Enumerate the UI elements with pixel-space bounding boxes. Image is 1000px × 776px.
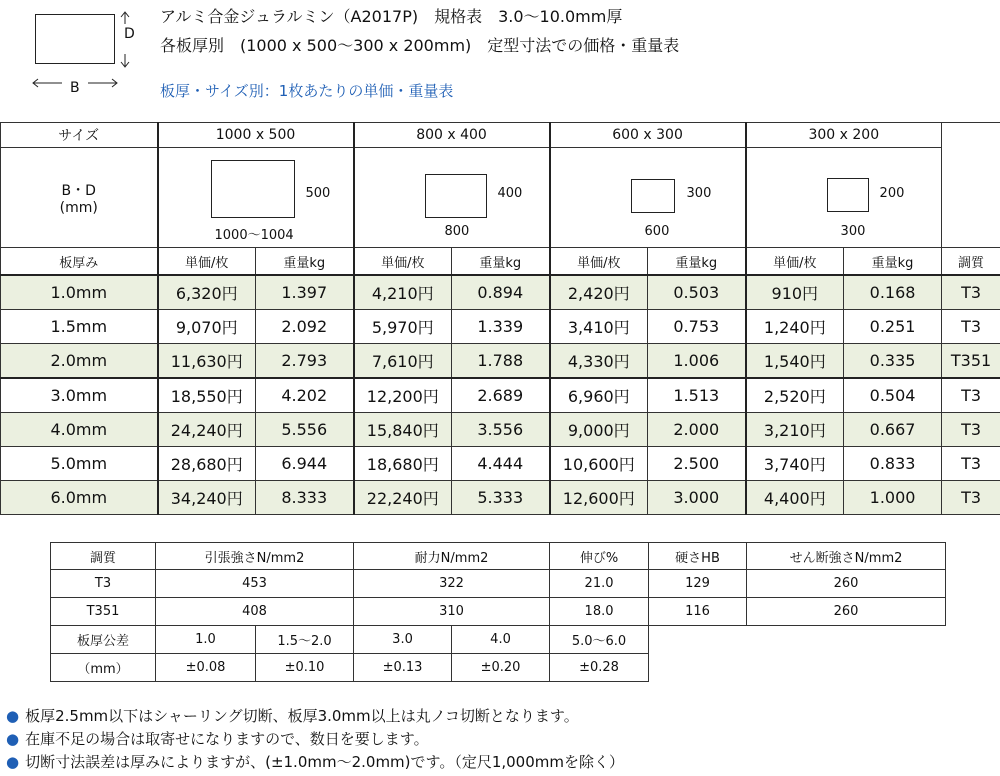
weight-cell: 0.251 bbox=[844, 310, 942, 344]
size-diagram bbox=[158, 148, 354, 248]
price-cell: 1,540円 bbox=[746, 344, 844, 379]
size-diagram bbox=[550, 148, 746, 248]
prop-cell: T3 bbox=[51, 570, 156, 598]
tolerance-thickness: 4.0 bbox=[452, 626, 550, 654]
weight-cell: 0.168 bbox=[844, 275, 942, 310]
prop-cell: T351 bbox=[51, 598, 156, 626]
weight-cell: 8.333 bbox=[256, 481, 354, 515]
thickness-row bbox=[1, 447, 1000, 481]
dimension-diagram-box bbox=[35, 14, 115, 64]
price-cell: 6,320円 bbox=[158, 275, 256, 310]
weight-cell: 1.006 bbox=[648, 344, 746, 379]
price-header: 単価/枚 bbox=[354, 248, 452, 276]
weight-cell: 2.793 bbox=[256, 344, 354, 379]
prop-header: 伸び% bbox=[550, 543, 649, 570]
temper-cell: T3 bbox=[942, 378, 1000, 413]
thickness-cell: 3.0mm bbox=[1, 378, 158, 413]
weight-header: 重量kg bbox=[256, 248, 354, 276]
prop-cell: 310 bbox=[354, 598, 550, 626]
tolerance-value: ±0.10 bbox=[256, 654, 354, 682]
tolerance-value: ±0.20 bbox=[452, 654, 550, 682]
thickness-row bbox=[1, 275, 1000, 310]
price-cell: 12,600円 bbox=[550, 481, 648, 515]
size-label: サイズ bbox=[1, 123, 158, 148]
price-cell: 3,210円 bbox=[746, 413, 844, 447]
weight-cell: 4.202 bbox=[256, 378, 354, 413]
note-item bbox=[6, 728, 624, 751]
weight-cell: 2.092 bbox=[256, 310, 354, 344]
price-cell: 10,600円 bbox=[550, 447, 648, 481]
bullet-icon: ● bbox=[6, 753, 20, 771]
properties-table bbox=[50, 542, 946, 682]
price-cell: 910円 bbox=[746, 275, 844, 310]
price-cell: 18,680円 bbox=[354, 447, 452, 481]
price-cell: 34,240円 bbox=[158, 481, 256, 515]
prop-header: 硬さHB bbox=[649, 543, 747, 570]
blank-corner bbox=[942, 123, 1000, 248]
thickness-header: 板厚み bbox=[1, 248, 158, 276]
tolerance-value: ±0.08 bbox=[156, 654, 256, 682]
tolerance-thickness: 5.0〜6.0 bbox=[550, 626, 649, 654]
price-cell: 24,240円 bbox=[158, 413, 256, 447]
tolerance-value: ±0.13 bbox=[354, 654, 452, 682]
price-header: 単価/枚 bbox=[746, 248, 844, 276]
notes-list bbox=[6, 705, 624, 774]
weight-header: 重量kg bbox=[452, 248, 550, 276]
weight-cell: 0.753 bbox=[648, 310, 746, 344]
weight-cell: 0.504 bbox=[844, 378, 942, 413]
thickness-cell: 6.0mm bbox=[1, 481, 158, 515]
size-title: 300 x 200 bbox=[746, 123, 942, 148]
bullet-icon: ● bbox=[6, 730, 20, 748]
weight-cell: 2.689 bbox=[452, 378, 550, 413]
weight-cell: 0.335 bbox=[844, 344, 942, 379]
bd-label: B・D bbox=[61, 182, 96, 199]
thickness-row bbox=[1, 413, 1000, 447]
plate-rect bbox=[827, 178, 869, 212]
price-weight-table bbox=[0, 122, 1000, 515]
thickness-row bbox=[1, 378, 1000, 413]
prop-cell: 408 bbox=[156, 598, 354, 626]
prop-header: 調質 bbox=[51, 543, 156, 570]
weight-cell: 6.944 bbox=[256, 447, 354, 481]
prop-header: 耐力N/mm2 bbox=[354, 543, 550, 570]
price-cell: 28,680円 bbox=[158, 447, 256, 481]
plate-height-label: 200 bbox=[879, 186, 905, 201]
weight-cell: 1.397 bbox=[256, 275, 354, 310]
note-text: 切断寸法誤差は厚みによりますが、(±1.0mm〜2.0mm)です。（定尺1,000mmを除く） bbox=[25, 753, 624, 771]
plate-height-label: 500 bbox=[305, 186, 331, 201]
price-cell: 5,970円 bbox=[354, 310, 452, 344]
price-cell: 2,420円 bbox=[550, 275, 648, 310]
size-title: 600 x 300 bbox=[550, 123, 746, 148]
page-title: アルミ合金ジュラルミン（A2017P) 規格表 3.0〜10.0mm厚 bbox=[160, 7, 623, 26]
size-title: 800 x 400 bbox=[354, 123, 550, 148]
price-cell: 9,070円 bbox=[158, 310, 256, 344]
price-weight-body bbox=[1, 275, 1000, 515]
price-cell: 2,520円 bbox=[746, 378, 844, 413]
price-cell: 22,240円 bbox=[354, 481, 452, 515]
temper-cell: T3 bbox=[942, 413, 1000, 447]
size-diagram-row bbox=[1, 148, 1000, 248]
price-cell: 12,200円 bbox=[354, 378, 452, 413]
price-cell: 18,550円 bbox=[158, 378, 256, 413]
page-subtitle: 各板厚別 (1000 x 500〜300 x 200mm) 定型寸法での価格・重量表 bbox=[160, 36, 680, 55]
weight-cell: 3.000 bbox=[648, 481, 746, 515]
size-diagram bbox=[746, 148, 942, 248]
price-cell: 9,000円 bbox=[550, 413, 648, 447]
weight-cell: 0.833 bbox=[844, 447, 942, 481]
size-title: 1000 x 500 bbox=[158, 123, 354, 148]
weight-header: 重量kg bbox=[648, 248, 746, 276]
weight-cell: 0.667 bbox=[844, 413, 942, 447]
price-cell: 15,840円 bbox=[354, 413, 452, 447]
table-caption: 板厚・サイズ別：1枚あたりの単価・重量表 bbox=[160, 82, 454, 100]
diagram-d-label: D bbox=[124, 26, 135, 42]
note-text: 板厚2.5mm以下はシャーリング切断、板厚3.0mm以上は丸ノコ切断となります。 bbox=[25, 707, 579, 725]
note-item bbox=[6, 751, 624, 774]
properties-row bbox=[51, 570, 946, 598]
price-cell: 4,400円 bbox=[746, 481, 844, 515]
temper-cell: T3 bbox=[942, 481, 1000, 515]
tolerance-value: ±0.28 bbox=[550, 654, 649, 682]
weight-cell: 1.788 bbox=[452, 344, 550, 379]
temper-cell: T351 bbox=[942, 344, 1000, 379]
prop-cell: 260 bbox=[747, 570, 946, 598]
thickness-row bbox=[1, 310, 1000, 344]
thickness-cell: 5.0mm bbox=[1, 447, 158, 481]
price-header: 単価/枚 bbox=[550, 248, 648, 276]
price-cell: 3,740円 bbox=[746, 447, 844, 481]
thickness-row bbox=[1, 481, 1000, 515]
prop-cell: 116 bbox=[649, 598, 747, 626]
plate-width-label: 600 bbox=[644, 224, 670, 239]
tolerance-value-row bbox=[51, 654, 946, 682]
bullet-icon: ● bbox=[6, 707, 20, 725]
thickness-cell: 2.0mm bbox=[1, 344, 158, 379]
tolerance-header-row bbox=[51, 626, 946, 654]
prop-header: 引張強さN/mm2 bbox=[156, 543, 354, 570]
plate-rect bbox=[631, 179, 675, 213]
tolerance-label: 板厚公差 bbox=[51, 626, 156, 654]
plate-height-label: 300 bbox=[686, 186, 712, 201]
note-text: 在庫不足の場合は取寄せになりますので、数日を要します。 bbox=[25, 730, 429, 748]
weight-cell: 0.503 bbox=[648, 275, 746, 310]
plate-width-label: 800 bbox=[444, 224, 470, 239]
plate-width-label: 300 bbox=[840, 224, 866, 239]
price-header: 単価/枚 bbox=[158, 248, 256, 276]
prop-cell: 260 bbox=[747, 598, 946, 626]
price-cell: 11,630円 bbox=[158, 344, 256, 379]
price-cell: 7,610円 bbox=[354, 344, 452, 379]
properties-row bbox=[51, 598, 946, 626]
weight-cell: 5.556 bbox=[256, 413, 354, 447]
column-header-row bbox=[1, 248, 1000, 276]
prop-cell: 453 bbox=[156, 570, 354, 598]
mm-label: (mm) bbox=[59, 199, 98, 216]
weight-cell: 1.513 bbox=[648, 378, 746, 413]
thickness-cell: 1.5mm bbox=[1, 310, 158, 344]
price-cell: 4,210円 bbox=[354, 275, 452, 310]
weight-cell: 4.444 bbox=[452, 447, 550, 481]
price-cell: 1,240円 bbox=[746, 310, 844, 344]
weight-header: 重量kg bbox=[844, 248, 942, 276]
weight-cell: 3.556 bbox=[452, 413, 550, 447]
properties-header-row bbox=[51, 543, 946, 570]
blank-cell bbox=[649, 626, 946, 654]
blank-cell bbox=[649, 654, 946, 682]
weight-cell: 1.339 bbox=[452, 310, 550, 344]
weight-cell: 5.333 bbox=[452, 481, 550, 515]
plate-height-label: 400 bbox=[497, 186, 523, 201]
prop-cell: 18.0 bbox=[550, 598, 649, 626]
prop-header: せん断強さN/mm2 bbox=[747, 543, 946, 570]
temper-header: 調質 bbox=[942, 248, 1000, 276]
tolerance-unit: （mm） bbox=[51, 654, 156, 682]
price-cell: 3,410円 bbox=[550, 310, 648, 344]
tolerance-thickness: 1.0 bbox=[156, 626, 256, 654]
weight-cell: 2.000 bbox=[648, 413, 746, 447]
size-diagram bbox=[354, 148, 550, 248]
temper-cell: T3 bbox=[942, 310, 1000, 344]
weight-cell: 0.894 bbox=[452, 275, 550, 310]
temper-cell: T3 bbox=[942, 447, 1000, 481]
price-cell: 6,960円 bbox=[550, 378, 648, 413]
prop-cell: 21.0 bbox=[550, 570, 649, 598]
prop-cell: 322 bbox=[354, 570, 550, 598]
weight-cell: 1.000 bbox=[844, 481, 942, 515]
bd-label-cell bbox=[1, 148, 158, 248]
diagram-b-label: B bbox=[70, 80, 80, 96]
weight-cell: 2.500 bbox=[648, 447, 746, 481]
note-item bbox=[6, 705, 624, 728]
thickness-row bbox=[1, 344, 1000, 379]
price-cell: 4,330円 bbox=[550, 344, 648, 379]
thickness-cell: 4.0mm bbox=[1, 413, 158, 447]
prop-cell: 129 bbox=[649, 570, 747, 598]
plate-width-label: 1000〜1004 bbox=[214, 228, 294, 243]
tolerance-thickness: 3.0 bbox=[354, 626, 452, 654]
tolerance-thickness: 1.5〜2.0 bbox=[256, 626, 354, 654]
thickness-cell: 1.0mm bbox=[1, 275, 158, 310]
temper-cell: T3 bbox=[942, 275, 1000, 310]
size-header-row bbox=[1, 123, 1000, 148]
plate-rect bbox=[211, 160, 295, 218]
plate-rect bbox=[425, 174, 487, 218]
